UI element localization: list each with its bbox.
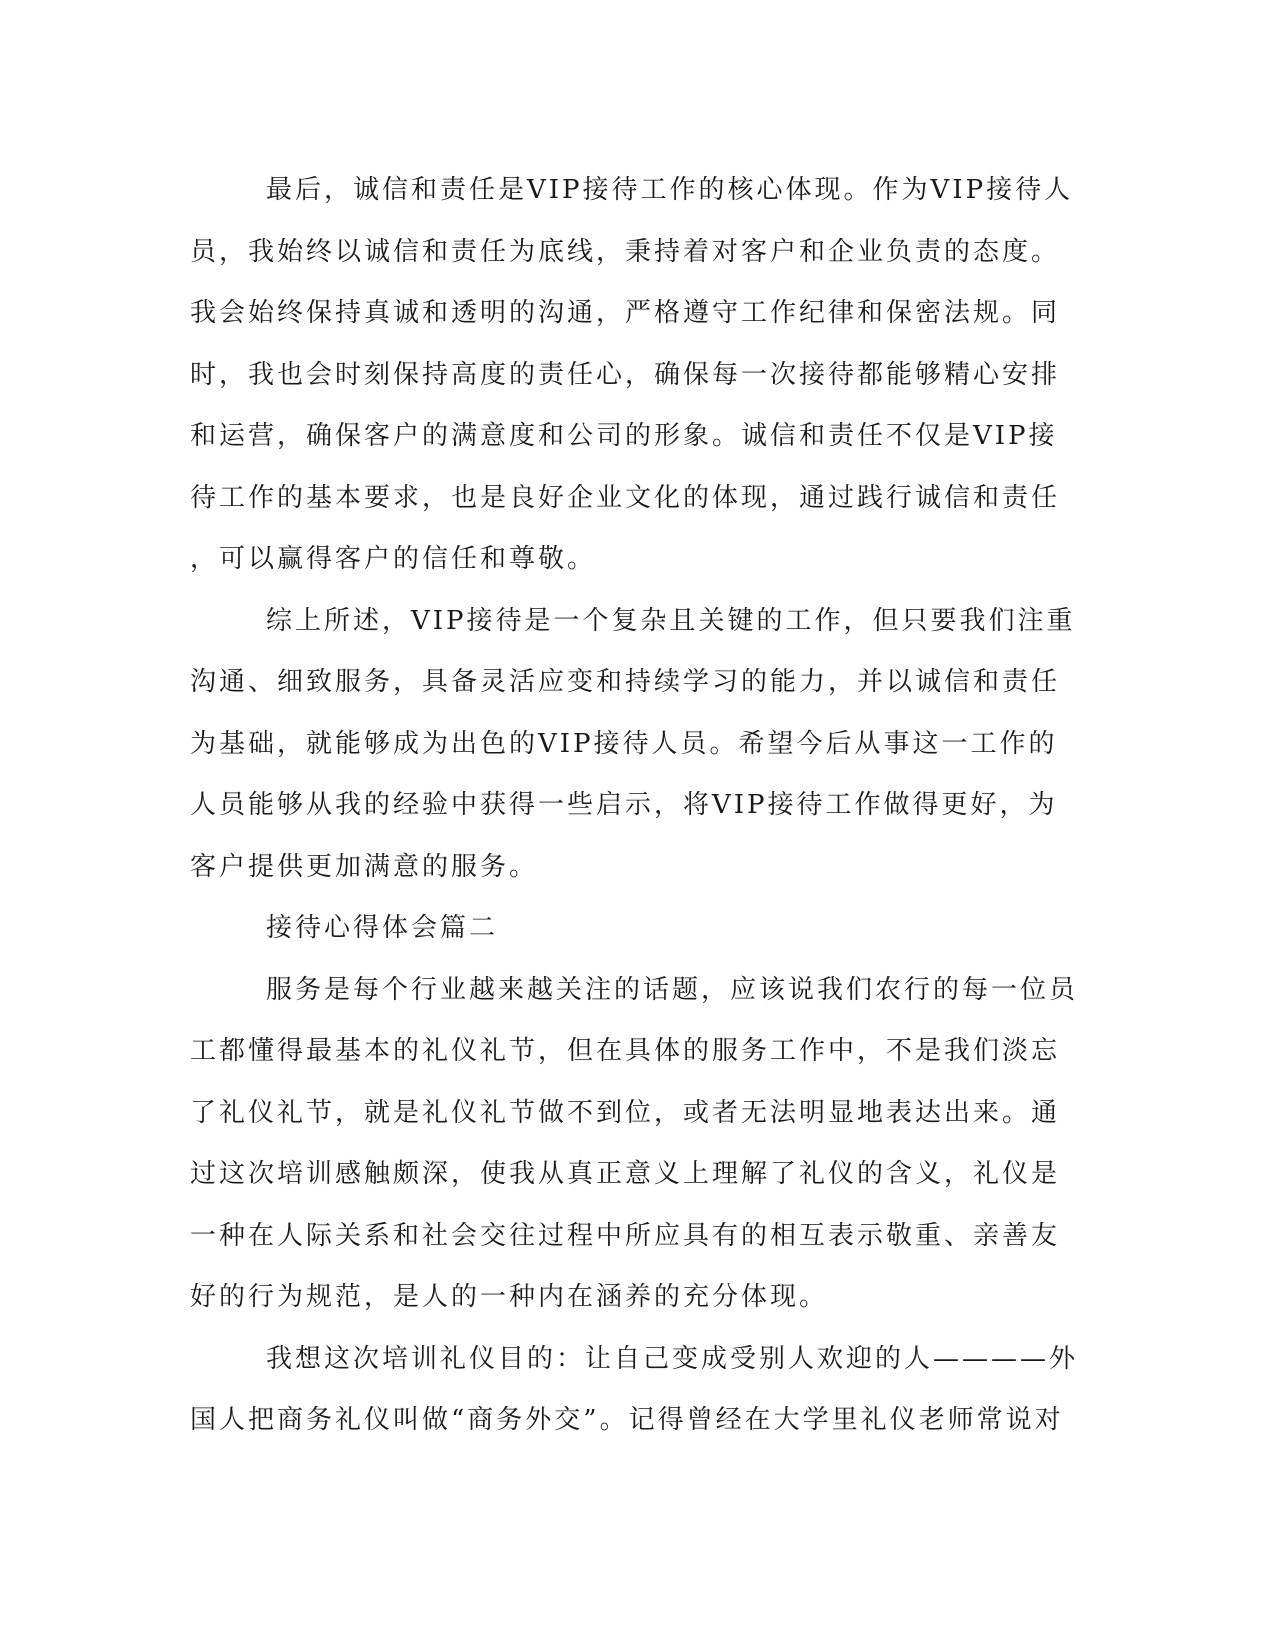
text-line: 我想这次培训礼仪目的：让自己变成受别人欢迎的人————外 <box>266 1343 1079 1374</box>
text-line: ，可以赢得客户的信任和尊敬。 <box>190 544 597 574</box>
text-line: 国人把商务礼仪叫做“商务外交”。记得曾经在大学里礼仪老师常说对 <box>190 1405 1064 1435</box>
text-line: 工都懂得最基本的礼仪礼节，但在具体的服务工作中，不是我们淡忘 <box>190 1036 1061 1066</box>
text-line: 沟通、细致服务，具备灵活应变和持续学习的能力，并以诚信和责任 <box>190 667 1061 697</box>
text-line: 服务是每个行业越来越关注的话题，应该说我们农行的每一位员 <box>266 974 1079 1005</box>
text-line: 一种在人际关系和社会交往过程中所应具有的相互表示敬重、亲善友 <box>190 1220 1061 1251</box>
text-line: 过这次培训感触颇深，使我从真正意义上理解了礼仪的含义，礼仪是 <box>190 1159 1061 1189</box>
document-body <box>190 160 1090 1452</box>
text-line: 接待心得体会篇二 <box>266 913 499 943</box>
text-line: 时，我也会时刻保持高度的责任心，确保每一次接待都能够精心安排 <box>190 359 1061 390</box>
text-line: 最后，诚信和责任是VIP接待工作的核心体现。作为VIP接待人 <box>266 175 1074 205</box>
text-line: 了礼仪礼节，就是礼仪礼节做不到位，或者无法明显地表达出来。通 <box>190 1097 1061 1128</box>
text-line: 人员能够从我的经验中获得一些启示，将VIP接待工作做得更好，为 <box>190 790 1058 820</box>
text-line: 员，我始终以诚信和责任为底线，秉持着对客户和企业负责的态度。 <box>190 236 1061 267</box>
text-line: 我会始终保持真诚和透明的沟通，严格遵守工作纪律和保密法规。同 <box>190 298 1061 328</box>
text-line: 和运营，确保客户的满意度和公司的形象。诚信和责任不仅是VIP接 <box>190 421 1058 451</box>
text-line: 为基础，就能够成为出色的VIP接待人员。希望今后从事这一工作的 <box>190 728 1058 759</box>
text-line: 客户提供更加满意的服务。 <box>190 851 539 882</box>
text-line: 综上所述，VIP接待是一个复杂且关键的工作，但只要我们注重 <box>266 605 1076 636</box>
text-line: 待工作的基本要求，也是良好企业文化的体现，通过践行诚信和责任 <box>190 482 1061 513</box>
text-line: 好的行为规范，是人的一种内在涵养的充分体现。 <box>190 1282 829 1312</box>
